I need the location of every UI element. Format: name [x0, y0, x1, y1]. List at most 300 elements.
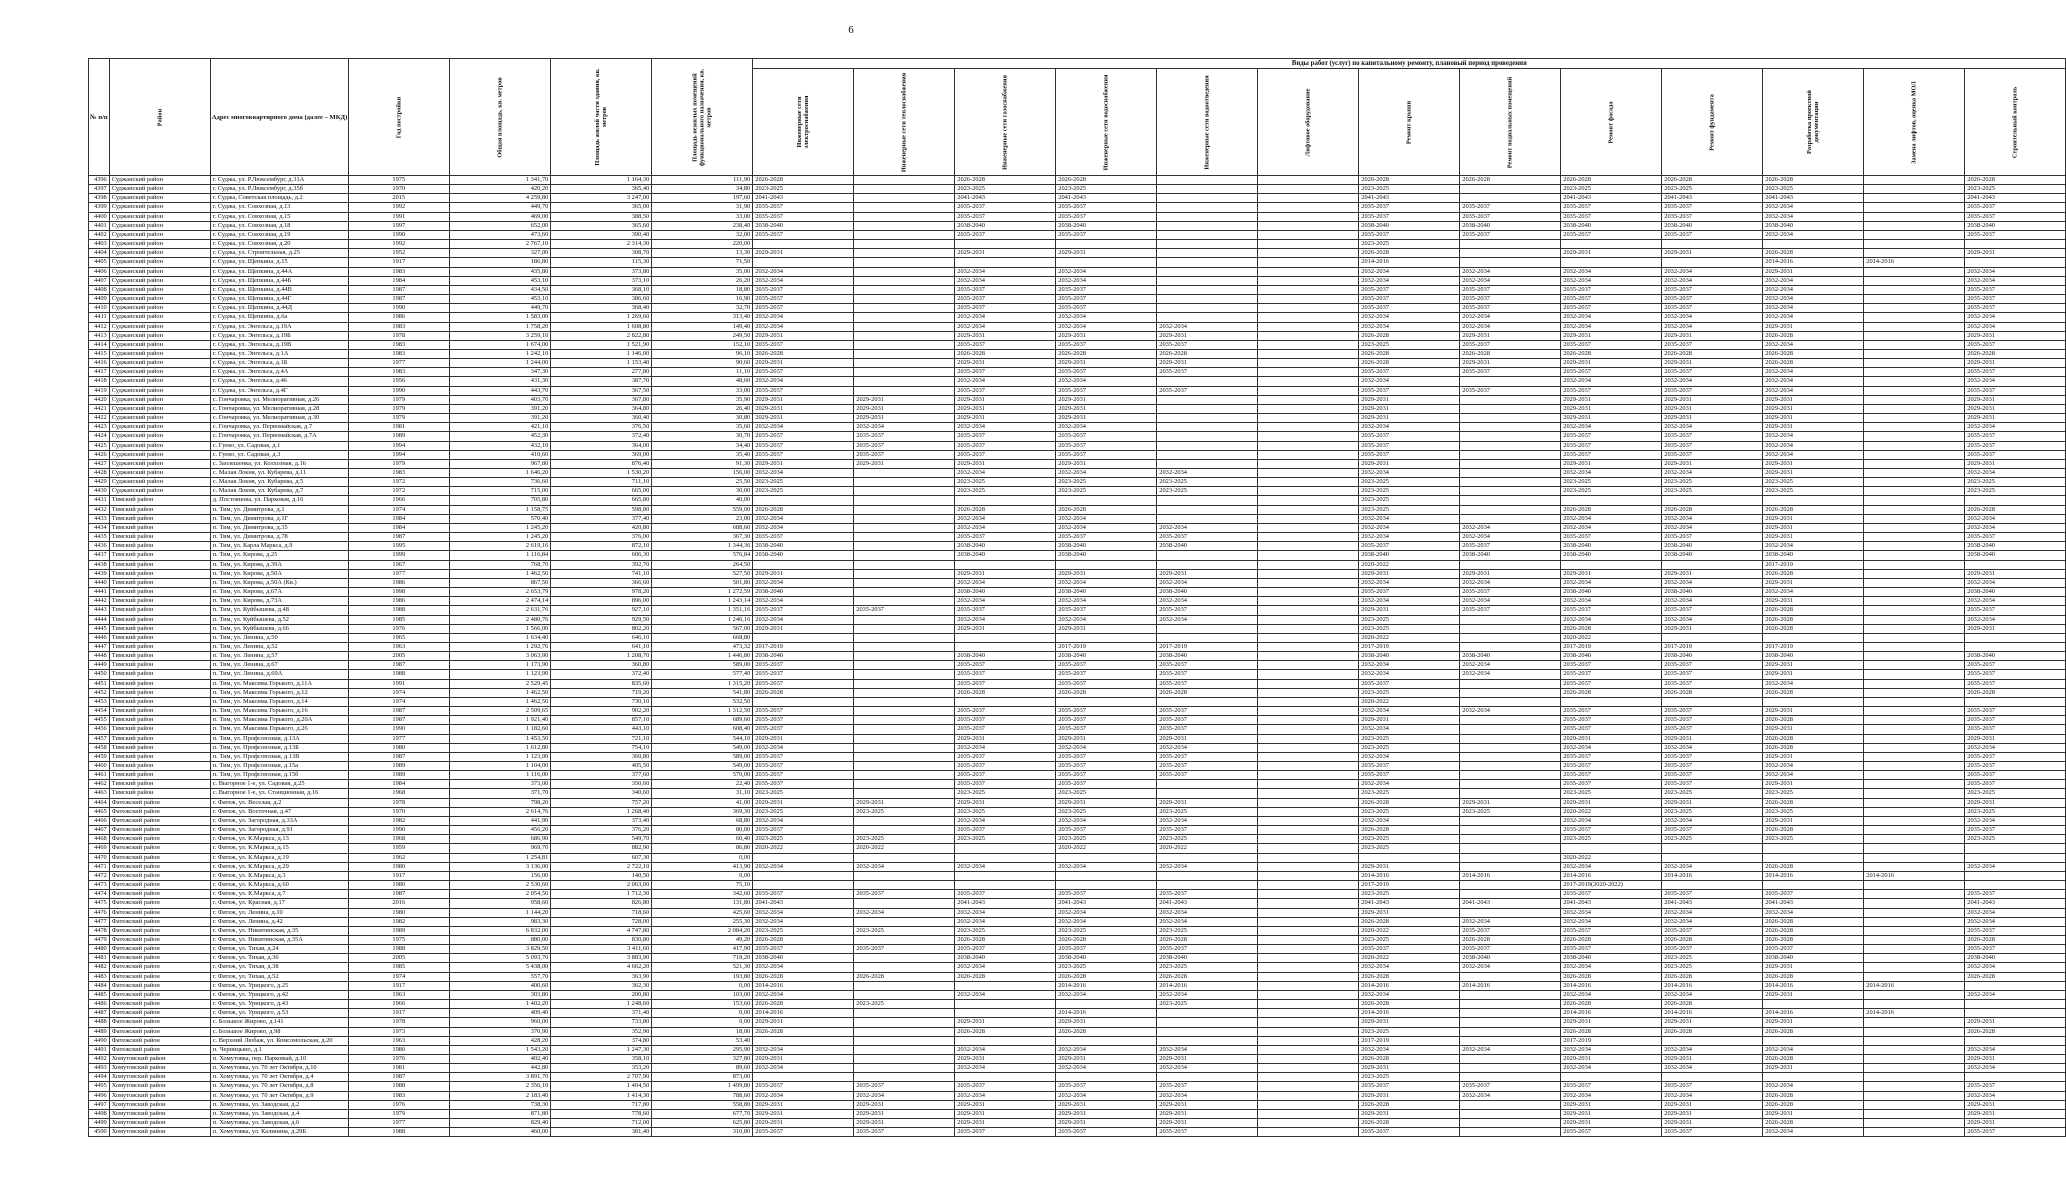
cell-year: 1983	[349, 1091, 450, 1100]
cell-work-period	[1258, 661, 1359, 670]
cell-area-nonresidential: 688,60	[652, 523, 753, 532]
cell-work-period: 2032-2034	[1157, 469, 1258, 478]
cell-district: Фатежский район	[109, 945, 210, 954]
cell-work-period: 2032-2034	[1662, 514, 1763, 523]
cell-work-period: 2041-2043	[1460, 899, 1561, 908]
cell-work-period	[1258, 496, 1359, 505]
cell-work-period	[1460, 780, 1561, 789]
cell-number: 4417	[89, 368, 110, 377]
table-row	[89, 395, 2066, 404]
cell-work-period: 2032-2034	[1460, 670, 1561, 679]
cell-work-period: 2029-2031	[955, 1018, 1056, 1027]
cell-work-period	[1864, 221, 1965, 230]
cell-work-period: 2032-2034	[1965, 816, 2066, 825]
cell-work-period: 2035-2037	[1561, 212, 1662, 221]
cell-work-period: 2035-2037	[1056, 670, 1157, 679]
cell-work-period	[1258, 459, 1359, 468]
cell-area-living: 360,80	[551, 752, 652, 761]
cell-work-period	[1662, 1073, 1763, 1082]
cell-area-total: 570,40	[450, 514, 551, 523]
cell-work-period	[1864, 1045, 1965, 1054]
cell-work-period: 2032-2034	[1561, 990, 1662, 999]
cell-work-period	[854, 1055, 955, 1064]
cell-work-period	[1864, 816, 1965, 825]
cell-area-nonresidential: 264,50	[652, 560, 753, 569]
cell-work-period: 2041-2043	[1056, 194, 1157, 203]
cell-work-period: 2032-2034	[1763, 230, 1864, 239]
cell-work-period: 2032-2034	[1056, 578, 1157, 587]
cell-work-period: 2026-2028	[1056, 935, 1157, 944]
cell-work-period	[854, 652, 955, 661]
cell-work-period: 2038-2040	[1763, 652, 1864, 661]
cell-work-period: 2032-2034	[1561, 1045, 1662, 1054]
cell-work-period: 2035-2037	[1056, 203, 1157, 212]
cell-area-total: 1 173,90	[450, 661, 551, 670]
cell-address: г. Фатеж, ул. Урицкого, д.53	[210, 1009, 349, 1018]
cell-work-period	[1258, 798, 1359, 807]
cell-number: 4439	[89, 569, 110, 578]
cell-number: 4398	[89, 194, 110, 203]
cell-district: Тимский район	[109, 752, 210, 761]
cell-district: Тимский район	[109, 551, 210, 560]
cell-work-period	[1460, 624, 1561, 633]
table-row	[89, 560, 2066, 569]
cell-area-living: 1 414,30	[551, 1091, 652, 1100]
cell-work-period: 2029-2031	[1763, 395, 1864, 404]
cell-number: 4406	[89, 267, 110, 276]
cell-work-period: 2026-2028	[1763, 1119, 1864, 1128]
cell-work-period	[1258, 441, 1359, 450]
cell-area-living: 367,50	[551, 386, 652, 395]
cell-year: 1984	[349, 276, 450, 285]
cell-work-period: 2032-2034	[1359, 816, 1460, 825]
cell-district: Фатежский район	[109, 844, 210, 853]
cell-work-period: 2032-2034	[1662, 990, 1763, 999]
cell-work-period	[1864, 212, 1965, 221]
cell-number: 4407	[89, 276, 110, 285]
cell-area-living: 369,00	[551, 450, 652, 459]
cell-work-period: 2035-2037	[1965, 945, 2066, 954]
cell-work-period: 2035-2037	[1157, 368, 1258, 377]
cell-work-period: 2029-2031	[1763, 578, 1864, 587]
cell-year: 1988	[349, 1082, 450, 1091]
cell-work-period	[753, 1036, 854, 1045]
cell-area-nonresidential: 295,90	[652, 1045, 753, 1054]
cell-work-period: 2035-2037	[1056, 368, 1157, 377]
cell-address: г. Суджа, ул. Р.Люксембург, д.35б	[210, 185, 349, 194]
cell-year: 1987	[349, 752, 450, 761]
cell-work-period: 2035-2037	[955, 285, 1056, 294]
cell-work-period	[1864, 670, 1965, 679]
cell-work-period: 2032-2034	[854, 423, 955, 432]
cell-number: 4405	[89, 258, 110, 267]
table-row	[89, 899, 2066, 908]
cell-work-period	[1258, 615, 1359, 624]
cell-work-period	[854, 881, 955, 890]
cell-work-period: 2023-2025	[1359, 789, 1460, 798]
table-row	[89, 176, 2066, 185]
cell-work-period: 2032-2034	[753, 578, 854, 587]
cell-work-period: 2026-2028	[1662, 349, 1763, 358]
cell-work-period: 2035-2037	[753, 606, 854, 615]
cell-work-period: 2035-2037	[1460, 926, 1561, 935]
table-row	[89, 295, 2066, 304]
cell-work-period	[1157, 276, 1258, 285]
cell-area-total: 1 583,00	[450, 313, 551, 322]
cell-work-period: 2035-2037	[753, 945, 854, 954]
cell-address: п. Тим, ул. Максима Горького, д.12	[210, 688, 349, 697]
cell-work-period: 2032-2034	[1763, 762, 1864, 771]
cell-district: Тимский район	[109, 569, 210, 578]
cell-number: 4434	[89, 523, 110, 532]
cell-work-period: 2026-2028	[955, 972, 1056, 981]
cell-work-period	[1157, 432, 1258, 441]
cell-area-living: 115,30	[551, 258, 652, 267]
cell-work-period: 2035-2037	[1056, 945, 1157, 954]
cell-work-period	[854, 185, 955, 194]
table-body	[89, 176, 2066, 1137]
cell-work-period: 2023-2025	[1561, 835, 1662, 844]
cell-work-period: 2032-2034	[753, 377, 854, 386]
cell-work-period: 2035-2037	[955, 725, 1056, 734]
cell-work-period: 2020-2022	[1359, 926, 1460, 935]
cell-work-period	[1662, 881, 1763, 890]
cell-number: 4397	[89, 185, 110, 194]
cell-work-period: 2035-2037	[1965, 707, 2066, 716]
cell-work-period: 2029-2031	[1561, 459, 1662, 468]
cell-number: 4412	[89, 322, 110, 331]
cell-work-period	[1258, 1100, 1359, 1109]
cell-work-period	[1258, 368, 1359, 377]
cell-work-period	[1258, 349, 1359, 358]
cell-number: 4420	[89, 395, 110, 404]
table-row	[89, 606, 2066, 615]
cell-work-period: 2029-2031	[1763, 725, 1864, 734]
cell-district: Тимский район	[109, 716, 210, 725]
cell-work-period: 2014-2016	[1460, 871, 1561, 880]
cell-district: Фатежский район	[109, 862, 210, 871]
cell-work-period: 2026-2028	[1460, 176, 1561, 185]
cell-work-period: 2035-2037	[1056, 679, 1157, 688]
cell-area-total: 1 341,70	[450, 176, 551, 185]
cell-work-period: 2041-2043	[955, 899, 1056, 908]
cell-area-total: 829,40	[450, 1119, 551, 1128]
cell-area-total: 3 063,90	[450, 652, 551, 661]
cell-work-period: 2014-2016	[1056, 981, 1157, 990]
cell-area-nonresidential: 570,00	[652, 771, 753, 780]
table-row	[89, 569, 2066, 578]
cell-year: 1983	[349, 322, 450, 331]
cell-work-period	[1460, 1027, 1561, 1036]
cell-area-living: 4 662,20	[551, 963, 652, 972]
cell-number: 4425	[89, 441, 110, 450]
cell-work-period	[1460, 404, 1561, 413]
cell-work-period	[854, 249, 955, 258]
cell-address: г. Фатеж, ул. К.Маркса, д.19	[210, 853, 349, 862]
cell-area-total: 432,10	[450, 441, 551, 450]
cell-year: 1917	[349, 258, 450, 267]
cell-work-period	[1258, 899, 1359, 908]
cell-work-period	[1460, 688, 1561, 697]
table-row	[89, 816, 2066, 825]
cell-work-period: 2035-2037	[1359, 285, 1460, 294]
cell-address: п. Тим, ул. Профсоюзная, д.15б	[210, 771, 349, 780]
cell-work-period: 2035-2037	[1561, 679, 1662, 688]
cell-number: 4426	[89, 450, 110, 459]
cell-work-period	[1258, 221, 1359, 230]
cell-address: г. Фатеж, ул. Загородная, д.91	[210, 826, 349, 835]
cell-work-period: 2029-2031	[1561, 331, 1662, 340]
cell-work-period	[854, 285, 955, 294]
cell-work-period: 2023-2025	[1662, 807, 1763, 816]
cell-work-period: 2035-2037	[1561, 203, 1662, 212]
cell-district: Суджанский район	[109, 487, 210, 496]
cell-work-period: 2032-2034	[1157, 990, 1258, 999]
table-row	[89, 478, 2066, 487]
cell-area-total: 1 116,84	[450, 551, 551, 560]
cell-area-nonresidential: 532,50	[652, 697, 753, 706]
cell-area-living: 358,10	[551, 1055, 652, 1064]
cell-work-period: 2032-2034	[1056, 908, 1157, 917]
cell-district: Суджанский район	[109, 304, 210, 313]
cell-work-period	[854, 505, 955, 514]
cell-year: 1952	[349, 249, 450, 258]
cell-area-nonresidential: 32,00	[652, 230, 753, 239]
cell-work-period	[1864, 1036, 1965, 1045]
table-row	[89, 881, 2066, 890]
cell-number: 4469	[89, 844, 110, 853]
cell-work-period: 2026-2028	[1763, 1027, 1864, 1036]
cell-work-period: 2026-2028	[753, 349, 854, 358]
cell-area-nonresidential: 75,10	[652, 881, 753, 890]
cell-address: г. Суджа, ул. Совхозная, д.18	[210, 221, 349, 230]
cell-work-period	[1864, 1091, 1965, 1100]
cell-area-total: 960,00	[450, 1018, 551, 1027]
cell-area-nonresidential: 26,20	[652, 276, 753, 285]
cell-area-nonresidential: 558,80	[652, 1100, 753, 1109]
cell-area-total: 715,00	[450, 487, 551, 496]
cell-work-period: 2035-2037	[955, 752, 1056, 761]
cell-district: Тимский район	[109, 670, 210, 679]
cell-work-period	[1864, 377, 1965, 386]
cell-work-period: 2032-2034	[1056, 597, 1157, 606]
cell-work-period: 2032-2034	[753, 816, 854, 825]
cell-work-period: 2014-2016	[1864, 871, 1965, 880]
cell-work-period: 2035-2037	[955, 707, 1056, 716]
cell-work-period: 2038-2040	[1561, 551, 1662, 560]
cell-work-period	[1258, 981, 1359, 990]
cell-work-period	[1258, 469, 1359, 478]
cell-number: 4422	[89, 414, 110, 423]
cell-work-period	[1258, 404, 1359, 413]
cell-work-period: 2035-2037	[1662, 368, 1763, 377]
cell-district: Фатежский район	[109, 917, 210, 926]
cell-area-living: 719,20	[551, 688, 652, 697]
table-row	[89, 981, 2066, 990]
cell-address: г. Фатеж, ул. К.Маркса, д.29	[210, 862, 349, 871]
cell-area-total: 1 104,00	[450, 762, 551, 771]
cell-work-period	[1460, 697, 1561, 706]
cell-work-period: 2032-2034	[1662, 615, 1763, 624]
cell-work-period: 2035-2037	[955, 304, 1056, 313]
cell-work-period: 2032-2034	[1965, 1064, 2066, 1073]
cell-area-living: 368,40	[551, 304, 652, 313]
cell-work-period	[1056, 633, 1157, 642]
cell-district: Суджанский район	[109, 230, 210, 239]
cell-work-period	[1864, 862, 1965, 871]
cell-work-period	[854, 533, 955, 542]
cell-area-living: 367,80	[551, 395, 652, 404]
table-row	[89, 578, 2066, 587]
cell-area-total: 1 254,81	[450, 853, 551, 862]
cell-work-period: 2029-2031	[1157, 331, 1258, 340]
cell-number: 4440	[89, 578, 110, 587]
table-header	[89, 59, 2066, 176]
cell-district: Тимский район	[109, 697, 210, 706]
cell-work-period: 2035-2037	[1561, 230, 1662, 239]
cell-work-period: 2023-2025	[1359, 340, 1460, 349]
cell-address: п. Тим, ул. Кирова, д.50А (Кв.)	[210, 578, 349, 587]
cell-area-nonresidential: 677,70	[652, 1109, 753, 1118]
cell-address: г. Фатеж, ул. Тихая, д.36	[210, 954, 349, 963]
cell-work-period: 2029-2031	[1056, 1055, 1157, 1064]
cell-address: п. Тим, ул. Куйбышева, д.66	[210, 624, 349, 633]
cell-area-nonresidential: 544,10	[652, 734, 753, 743]
cell-area-total: 1 242,10	[450, 349, 551, 358]
cell-work-period	[1258, 194, 1359, 203]
cell-year: 1972	[349, 487, 450, 496]
cell-work-period: 2038-2040	[1763, 221, 1864, 230]
cell-work-period	[1864, 194, 1965, 203]
cell-work-period	[1258, 478, 1359, 487]
cell-year: 1974	[349, 688, 450, 697]
cell-work-period: 2029-2031	[1662, 249, 1763, 258]
cell-work-period: 2032-2034	[1359, 469, 1460, 478]
cell-work-period: 2026-2028	[1157, 935, 1258, 944]
cell-work-period: 2038-2040	[1662, 542, 1763, 551]
cell-area-living: 1 268,40	[551, 807, 652, 816]
table-row	[89, 624, 2066, 633]
cell-number: 4435	[89, 533, 110, 542]
cell-area-total: 2 356,10	[450, 1082, 551, 1091]
cell-address: г. Суджа, ул. Щепкина, д.44А	[210, 267, 349, 276]
cell-work-period: 2035-2037	[1157, 945, 1258, 954]
cell-address: с. Выгорное 1-е, ул. Садовая, д.25	[210, 780, 349, 789]
cell-work-period: 2032-2034	[1056, 917, 1157, 926]
cell-work-period: 2029-2031	[1763, 404, 1864, 413]
cell-work-period: 2032-2034	[1561, 423, 1662, 432]
cell-work-period: 2029-2031	[1662, 414, 1763, 423]
cell-work-period	[1460, 414, 1561, 423]
cell-work-period: 2032-2034	[1157, 578, 1258, 587]
header-work-heating: Инженерные сети теплоснабжения	[854, 69, 955, 176]
table-row	[89, 276, 2066, 285]
cell-work-period	[1864, 1064, 1965, 1073]
cell-address: г. Фатеж, ул. Никитинская, д.35А	[210, 935, 349, 944]
cell-work-period	[1258, 322, 1359, 331]
cell-work-period: 2035-2037	[955, 771, 1056, 780]
cell-district: Суджанский район	[109, 285, 210, 294]
cell-area-nonresidential: 473,32	[652, 642, 753, 651]
cell-work-period: 2029-2031	[1763, 752, 1864, 761]
cell-work-period: 2035-2037	[1056, 890, 1157, 899]
cell-work-period: 2029-2031	[1662, 798, 1763, 807]
cell-work-period: 2032-2034	[1763, 441, 1864, 450]
cell-work-period	[1460, 679, 1561, 688]
cell-area-total: 880,00	[450, 935, 551, 944]
cell-work-period: 2035-2037	[1056, 762, 1157, 771]
cell-work-period	[1460, 1009, 1561, 1018]
cell-work-period: 2038-2040	[1460, 652, 1561, 661]
cell-area-living: 1 247,30	[551, 1045, 652, 1054]
cell-work-period	[1864, 249, 1965, 258]
cell-district: Тимский район	[109, 588, 210, 597]
cell-address: п. Хомутовка, ул. 70 лет Октября, д.8	[210, 1082, 349, 1091]
cell-area-total: 1 123,90	[450, 670, 551, 679]
cell-area-total: 2 054,50	[450, 890, 551, 899]
cell-address: г. Суджа, ул. Строительная, д.25	[210, 249, 349, 258]
cell-work-period: 2035-2037	[753, 762, 854, 771]
cell-work-period: 2026-2028	[1359, 349, 1460, 358]
cell-work-period	[1258, 276, 1359, 285]
cell-work-period: 2038-2040	[753, 652, 854, 661]
cell-year: 1988	[349, 945, 450, 954]
cell-work-period: 2032-2034	[753, 1064, 854, 1073]
cell-work-period: 2032-2034	[1359, 780, 1460, 789]
table-row	[89, 1000, 2066, 1009]
cell-area-nonresidential: 0,00	[652, 853, 753, 862]
cell-work-period	[955, 258, 1056, 267]
cell-work-period: 2032-2034	[1561, 276, 1662, 285]
cell-work-period	[1157, 212, 1258, 221]
cell-work-period: 2032-2034	[1662, 313, 1763, 322]
cell-number: 4453	[89, 697, 110, 706]
cell-area-total: 453,10	[450, 295, 551, 304]
table-row	[89, 716, 2066, 725]
cell-work-period: 2032-2034	[753, 990, 854, 999]
cell-work-period: 2038-2040	[1561, 954, 1662, 963]
cell-district: Хомутовский район	[109, 1109, 210, 1118]
cell-work-period	[854, 679, 955, 688]
cell-address: п. Тим, ул. Ленина, д.52	[210, 642, 349, 651]
header-work-design-docs: Разработка проектной документации	[1763, 69, 1864, 176]
cell-work-period: 2017-2019	[1662, 642, 1763, 651]
cell-number: 4472	[89, 871, 110, 880]
cell-work-period: 2017-2019	[1157, 642, 1258, 651]
cell-area-total: 1 646,20	[450, 469, 551, 478]
table-row	[89, 1119, 2066, 1128]
cell-work-period: 2038-2040	[1662, 551, 1763, 560]
cell-work-period: 2029-2031	[1561, 414, 1662, 423]
cell-area-total: 409,40	[450, 1009, 551, 1018]
table-row	[89, 551, 2066, 560]
cell-work-period: 2032-2034	[1763, 313, 1864, 322]
cell-work-period: 2029-2031	[1763, 780, 1864, 789]
cell-work-period	[753, 633, 854, 642]
cell-work-period: 2032-2034	[854, 908, 955, 917]
cell-year: 1988	[349, 670, 450, 679]
cell-work-period	[1460, 194, 1561, 203]
cell-work-period: 2035-2037	[1662, 285, 1763, 294]
cell-work-period: 2032-2034	[1359, 313, 1460, 322]
cell-work-period: 2023-2025	[1763, 835, 1864, 844]
cell-work-period: 2035-2037	[854, 945, 955, 954]
cell-district: Фатежский район	[109, 816, 210, 825]
cell-work-period: 2023-2025	[1359, 505, 1460, 514]
cell-work-period: 2032-2034	[955, 615, 1056, 624]
cell-work-period: 2035-2037	[1157, 707, 1258, 716]
cell-work-period	[1460, 743, 1561, 752]
